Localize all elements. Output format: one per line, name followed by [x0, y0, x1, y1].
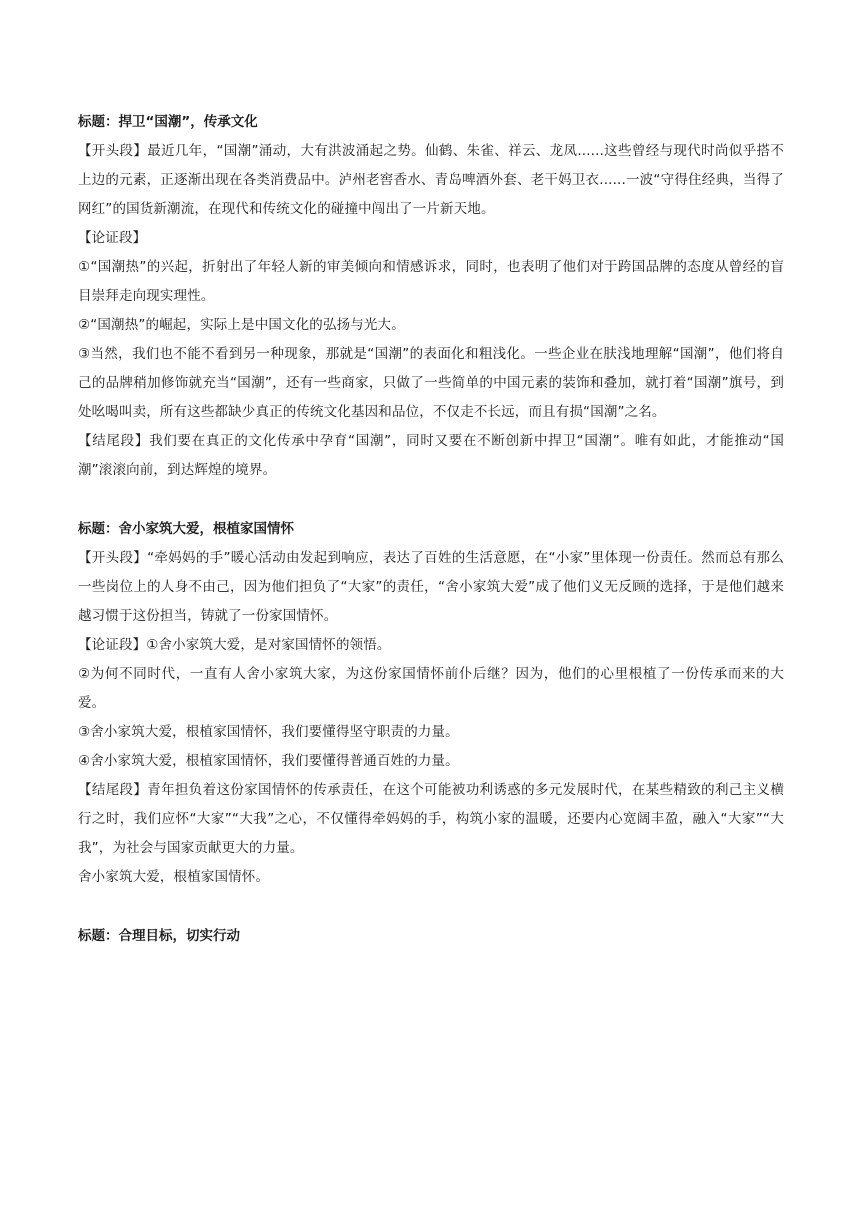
essay-title: 标题：舍小家筑大爱，根植家国情怀 — [78, 521, 294, 537]
closing-line: 舍小家筑大爱，根植家国情怀。 — [78, 869, 270, 885]
argument-point-3: ③舍小家筑大爱，根植家国情怀，我们要懂得坚守职责的力量。 — [78, 724, 459, 740]
essay-section-guochao — [78, 108, 784, 485]
essay-section-jiaguo — [78, 515, 784, 892]
essay-section-mubiao — [78, 922, 784, 951]
opening-paragraph: 【开头段】最近几年，“国潮”涌动，大有洪波涌起之势。仙鹤、朱雀、祥云、龙凤......这些曾经与现代时尚似乎搭不上边的元素，正逐渐出现在各类消费品中。泸州老窖香水、青岛啤酒外套、老干妈卫衣......一波“守得住经典，当得了网红”的国货新潮流，在现代和传统文化的碰撞中闯出了一片新天地。 — [78, 143, 784, 217]
document-body — [78, 108, 784, 951]
essay-title: 标题：合理目标，切实行动 — [78, 928, 240, 944]
argument-point-2: ②“国潮热”的崛起，实际上是中国文化的弘扬与光大。 — [78, 317, 405, 333]
closing-paragraph: 【结尾段】青年担负着这份家国情怀的传承责任，在这个可能被功利诱惑的多元发展时代，在某些精致的利己主义横行之时，我们应怀“大家”“大我”之心，不仅懂得牵妈妈的手，构筑小家的温暖，还要内心宽阔丰盈，融入“大家”“大我”，为社会与国家贡献更大的力量。 — [78, 782, 784, 856]
essay-title: 标题：捍卫“国潮”，传承文化 — [78, 114, 258, 130]
argument-point-1: ①“国潮热”的兴起，折射出了年轻人新的审美倾向和情感诉求，同时，也表明了他们对于跨国品牌的态度从曾经的盲目崇拜走向现实理性。 — [78, 259, 784, 304]
argument-point-2: ②为何不同时代，一直有人舍小家筑大家，为这份家国情怀前仆后继？因为，他们的心里根植了一份传承而来的大爱。 — [78, 666, 784, 711]
argument-heading: 【论证段】 — [78, 230, 147, 246]
argument-point-1: 【论证段】①舍小家筑大爱，是对家国情怀的领悟。 — [78, 637, 391, 653]
opening-paragraph: 【开头段】“牵妈妈的手”暖心活动由发起到响应，表达了百姓的生活意愿，在“小家”里体现一份责任。然而总有那么一些岗位上的人身不由己，因为他们担负了“大家”的责任，“舍小家筑大爱”成了他们义无反顾的选择，于是他们越来越习惯于这份担当，铸就了一份家国情怀。 — [78, 550, 784, 624]
argument-point-3: ③当然，我们也不能不看到另一种现象，那就是“国潮”的表面化和粗浅化。一些企业在肤浅地理解“国潮”，他们将自己的品牌稍加修饰就充当“国潮”，还有一些商家，只做了一些简单的中国元素的装饰和叠加，就打着“国潮”旗号，到处吆喝叫卖，所有这些都缺少真正的传统文化基因和品位，不仅走不长远，而且有损“国潮”之名。 — [78, 346, 784, 420]
argument-point-4: ④舍小家筑大爱，根植家国情怀，我们要懂得普通百姓的力量。 — [78, 753, 459, 769]
closing-paragraph: 【结尾段】我们要在真正的文化传承中孕育“国潮”，同时又要在不断创新中捍卫“国潮”。唯有如此，才能推动“国潮”滚滚向前，到达辉煌的境界。 — [78, 433, 784, 478]
